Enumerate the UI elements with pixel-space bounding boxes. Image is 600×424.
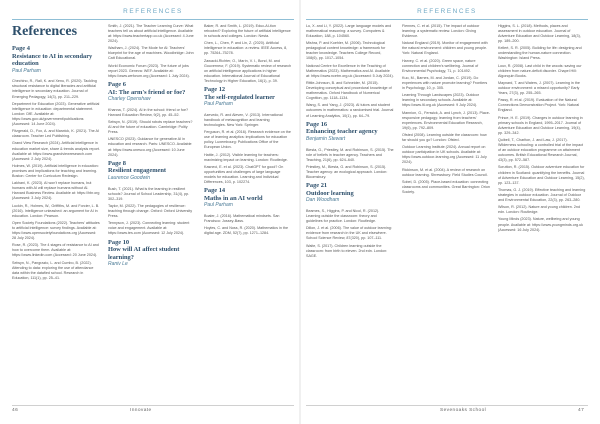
section-author: Paul Parham <box>12 67 41 74</box>
reference-entry: Lu, X. and Li, Y. (2022). Large language models and mathematical reasoning: a survey. Computers & Education, 188, p. 104560. <box>306 24 392 39</box>
reference-entry: Lakhani, K. (2023). AI won't replace humans, but humans with AI will replace humans without AI. Harvard Business Review. Available at: https://hbr.org (Accessed: 3 July 2024). <box>12 181 100 201</box>
reference-entry: Luckin, R., Holmes, W., Griffiths, M. and Forcier, L. B. (2016). Intelligence unleashed: an argument for AI in education. London: Pearson. <box>12 203 100 218</box>
reference-entry: UNESCO (2023). Guidance for generative AI in education and research. Paris: UNESCO. Available at: https://www.unesco.org (Accessed: 10 June 2024). <box>108 137 192 157</box>
reference-entry: Quibell, T., Charlton, J. and Law, J. (2017). Wilderness schooling: a controlled trial of the impact of an outdoor education programme on attainment outcomes. British Educational Research Journal, 43(3), pp. 572–587. <box>498 138 584 163</box>
reference-entry: National Centre for Excellence in the Teaching of Mathematics (2023). Mathematics and AI. Available at: https://www.ncetm.org.uk (Accessed: 5 July 2024). <box>306 63 394 78</box>
header-rule-left <box>12 19 294 20</box>
section-author: Laurence Goodwin <box>108 174 150 181</box>
column-1 <box>12 24 100 402</box>
column-3 <box>204 24 292 402</box>
reference-entry: Fitzgerald, D., Fox, A. and Marwick, K. (2021). The AI classroom. Teacher Led Publishing. <box>12 129 100 139</box>
school-name: Sevenoaks School <box>440 408 487 413</box>
running-head-left: REFERENCES <box>123 8 183 15</box>
section-page-label: Page 4 <box>12 45 30 52</box>
reference-entry: Priestley, M., Biesta, G. and Robinson, S. (2015). Teacher agency: an ecological approach. London: Bloomsbury. <box>306 164 388 179</box>
section-title: Resilient engagement <box>108 167 167 175</box>
reference-entry: Grand View Research (2024). Artificial intelligence in education market size, share & trends analysis report. Available at: https://www.grandviewresearch.com (Accessed: 2 July 2024). <box>12 141 100 161</box>
running-head-right: REFERENCES <box>417 8 477 15</box>
section-page-label: Page 6 <box>108 81 126 89</box>
reference-entry: Rose, R. (2023). The 4 stages of resistance to AI and how to overcome them. Available at: https://www.linkedin.com (Accessed: 20 June 2024). <box>12 243 99 258</box>
reference-entry: Wang, S. and Yang, J. (2023). AI tutors and student outcomes in mathematics: a randomised trial. Journal of Learning Analytics, 10(1), pp. 64–79. <box>306 103 394 118</box>
section-author: Raniv Le <box>108 261 128 268</box>
reference-entry: Taylor, M. (2022). The pedagogies of resilience: teaching through change. Oxford: Oxford University Press. <box>108 203 193 218</box>
reference-section <box>108 81 196 103</box>
section-page-label: Page 16 <box>306 120 328 128</box>
reference-entry: Beames, S., Higgins, P. and Nicol, R. (2012). Learning outside the classroom: theory and guidelines for practice. London: Routledge. <box>306 208 380 224</box>
reference-entry: Baker, R. and Smith, L. (2019). Educ-AI-tion rebooted? Exploring the future of artificial intelligence in schools and colleges. London: Nesta. <box>204 24 291 39</box>
reference-section <box>306 182 394 204</box>
column-6 <box>498 24 586 402</box>
reference-entry: Young Minds (2023). Nature, wellbeing and young people. Available at: https://www.youngminds.org.uk (Accessed: 16 July 2024). <box>498 217 583 232</box>
reference-section <box>108 160 196 182</box>
reference-entry: Mishra, P. and Koehler, M. (2006). Technological pedagogical content knowledge: a framework for teacher knowledge. Teachers College Record, 108(6), pp. 1017–1054. <box>306 41 386 61</box>
reference-entry: Hattie, J. (2012). Visible learning for teachers: maximizing impact on learning. London: Routledge. <box>204 152 288 162</box>
reference-entry: Ferguson, R. et al. (2016). Research evidence on the use of learning analytics: implications for education policy. Luxembourg: Publications Office of the European Union. <box>204 130 291 150</box>
section-title: The self-regulated learner <box>204 93 275 101</box>
footer-rule-right <box>306 405 588 406</box>
footer-rule-left <box>12 405 294 406</box>
reference-entry: Biesta, G., Priestley, M. and Robinson, S. (2015). The role of beliefs in teacher agency. Teachers and Teaching, 21(6), pp. 624–640. <box>306 147 394 162</box>
reference-entry: Maynard, T. and Waters, J. (2007). Learning in the outdoor environment: a missed opportunity? Early Years, 27(3), pp. 255–265. <box>498 81 580 96</box>
page-number-left: 46 <box>12 408 19 413</box>
section-page-label: Page 21 <box>306 182 328 190</box>
section-author: Benjamin Stewart <box>306 135 346 142</box>
section-author: Dan Woodham <box>306 197 340 204</box>
reference-entry: Tennyson, J. (2023). Connecting learning: student voice and engagement. Available at: https://www.tes.com (Accessed: 12 July 2024). <box>108 221 190 236</box>
section-page-label: Page 10 <box>108 238 130 246</box>
section-title: Enhancing teacher agency <box>306 128 378 136</box>
publication-name: Innovate <box>130 408 152 413</box>
section-author: Paul Parham <box>204 101 233 108</box>
reference-entry: Prince, H. E. (2019). Changes in outdoor learning in primary schools in England, 1995–2017. Journal of Adventure Education and Outdoor Learning, 19(4), pp. 329–342. <box>498 115 583 135</box>
reference-entry: Chechino, R., Rall, K. and Xenu, R. (2020). Tackling structural resistance to digital literacies and artificial intelligence in secondary education. Journal of Emerging Pedagogy, 14(3), pp. 211–229. <box>12 79 97 99</box>
section-page-label: Page 14 <box>204 187 226 195</box>
page-title: References <box>12 24 78 39</box>
section-author: Charley Openshaw <box>108 96 151 103</box>
reference-entry: Azevedo, R. and Aleven, V. (2013). International handbook of metacognition and learning technologies. New York: Springer. <box>204 112 283 127</box>
section-title: Maths in an AI world <box>204 194 263 202</box>
reference-entry: Rickinson, M. et al. (2004). A review of research on outdoor learning. Shrewsbury: Field Studies Council. <box>402 167 488 177</box>
reference-entry: Fiennes, C. et al. (2015). The impact of outdoor learning: a systematic review. London: Giving Evidence. <box>402 24 480 39</box>
reference-entry: Outdoor Learning Institute (2024). Annual report on outdoor participation in UK schools. Available at: https://www.outdoor-learning.org (Accessed: 11 July 2024). <box>402 145 487 165</box>
reference-entry: Open Society Foundations (2022). Teachers' attitudes to artificial intelligence: survey findings. Available at: https://www.opensocietyfoundations.org (Accessed: 28 July 2024). <box>12 220 100 240</box>
reference-entry: Selwyn, N., Pangrazio, L. and Cumbo, B. (2022). Attending to data: exploring the use of attendance data within the datafied school. Research in Education, 111(1), pp. 25–41. <box>12 260 94 280</box>
reference-entry: Kuo, M., Barnes, M. and Jordan, C. (2019). Do experiences with nature promote learning? Frontiers in Psychology, 10, p. 305. <box>402 75 488 91</box>
reference-entry: Sobel, D. (2005). Place-based education: connecting classrooms and communities. Great Barrington: Orion Society. <box>402 179 490 195</box>
reference-entry: Department for Education (2023). Generative artificial intelligence in education: departmental statement. London: DfE. Available at: https://www.gov.uk/government/publications (Accessed: 14 June 2024). <box>12 101 100 126</box>
header-rule-right <box>306 19 588 20</box>
reference-section <box>204 187 292 209</box>
reference-entry: Chen, L., Chen, P. and Lin, Z. (2020). Artificial intelligence in education: a review. IEEE Access, 8, pp. 75264–75278. <box>204 41 288 56</box>
reference-entry: Mannion, G., Fenwick, A. and Lynch, J. (2013). Place-responsive pedagogy: learning from teachers' experiences. Environmental Education Research, 19(6), pp. 792–809. <box>402 110 490 130</box>
reference-entry: Smith, J. (2021). The Teacher Learning Curve: What teachers tell us about artificial intelligence. Available at: https://www.teachertapp.co.uk (Accessed: 4 June 2024). <box>108 24 194 44</box>
section-author: Paul Parham <box>204 202 233 209</box>
reference-entry: Scrutton, R. (2015). Outdoor adventure education for children in Scotland: quantifying the benefits. Journal of Adventure Education and Outdoor Learning, 15(2), pp. 123–137. <box>498 165 585 185</box>
reference-entry: Natural England (2019). Monitor of engagement with the natural environment: children and young people. York: Natural England. <box>402 41 488 56</box>
reference-entry: Wadham, J. (2024). The Mode for AI: Teachers' blueprint for the age of machines. Woodbridge: John Catt Educational. <box>108 46 194 61</box>
reference-entry: Kellert, S. R. (2005). Building for life: designing and understanding the human-nature connection. Washington: Island Press. <box>498 46 582 61</box>
section-title: How will AI affect student learning? <box>108 246 180 261</box>
reference-entry: Harvey, C. et al. (2020). Green space, nature connection and children's wellbeing. Journal of Environmental Psychology, 71, p. 101492. <box>402 58 479 73</box>
reference-entry: Learning Through Landscapes (2023). Outdoor learning in secondary schools. Available at: https://www.ltl.org.uk (Accessed: 9 July 2024). <box>402 93 480 108</box>
reference-entry: Louv, R. (2008). Last child in the woods: saving our children from nature-deficit disorder. Chapel Hill: Algonquin Books. <box>498 63 582 78</box>
reference-entry: Zawacki-Richter, O., Marín, V. I., Bond, M. and Gouverneur, F. (2019). Systematic review of research on artificial intelligence applications in higher education. International Journal of Educational Technology in Higher Education, 16(1), p. 39. <box>204 58 292 83</box>
section-title: AI: The arm's friend or foe? <box>108 88 186 96</box>
reference-entry: Kasneci, E. et al. (2023). ChatGPT for good? On opportunities and challenges of large language models for education. Learning and Individual Differences, 103, p. 102274. <box>204 164 284 184</box>
reference-entry: Thomas, G. J. (2019). Effective teaching and learning strategies in outdoor education. Journal of Outdoor and Environmental Education, 22(3), pp. 263–280. <box>498 187 586 202</box>
column-4 <box>306 24 394 402</box>
reference-section <box>12 45 100 74</box>
section-title: Resistance to AI in secondary education <box>12 52 93 68</box>
reference-section <box>204 86 292 108</box>
page-gutter <box>299 0 301 424</box>
reference-section <box>108 239 196 268</box>
reference-entry: World Economic Forum (2023). The future of jobs report 2023. Geneva: WEF. Available at: https://www.weforum.org (Accessed: 1 July 2024). <box>108 63 190 78</box>
reference-entry: Dillon, J. et al. (2006). The value of outdoor learning: evidence from research in the UK and elsewhere. School Science Review, 87(320), pp. 107–111. <box>306 226 392 241</box>
reference-entry: Rittle-Johnson, B. and Schneider, M. (2015). Developing conceptual and procedural knowledge of mathematics. Oxford Handbook of Numerical Cognition, pp. 1118–1134. <box>306 81 392 101</box>
reference-entry: Selwyn, N. (2019). Should robots replace teachers? AI and the future of education. Cambridge: Polity Press. <box>108 120 193 135</box>
reference-entry: Ofsted (2008). Learning outside the classroom: how far should you go? London: Ofsted. <box>402 133 487 143</box>
reference-entry: Bush, T. (2021). What is the learning in resilient schools? Journal of School Leadership, 31(4), pp. 302–319. <box>108 186 190 201</box>
reference-entry: Khanna, T. (2024). AI in the school: friend or foe? Harvard Education Review, 9(2), pp. 45–52. <box>108 107 189 117</box>
section-page-label: Page 8 <box>108 159 126 167</box>
reference-entry: Waite, S. (2017). Children learning outside the classroom: from birth to eleven. 2nd edn. London: SAGE. <box>306 243 388 258</box>
reference-entry: Hoyles, C. and Noss, R. (2020). Mathematics in the digital age. ZDM, 52(7), pp. 1271–1284. <box>204 226 289 236</box>
page-number-right: 47 <box>578 408 585 413</box>
reference-entry: Wilson, R. (2012). Nature and young children. 2nd edn. London: Routledge. <box>498 205 580 215</box>
reference-entry: Boaler, J. (2016). Mathematical mindsets. San Francisco: Jossey-Bass. <box>204 214 280 224</box>
reference-section <box>306 121 394 143</box>
reference-entry: Passy, R. et al. (2019). Evaluation of the Natural Connections Demonstration Project. York: Natural England. <box>498 98 580 113</box>
section-title: Outdoor learning <box>306 189 354 197</box>
column-5 <box>402 24 490 402</box>
reference-entry: Holmes, W. (2019). Artificial intelligence in education: promises and implications for teaching and learning. Boston: Center for Curriculum Redesign. <box>12 163 99 178</box>
section-page-label: Page 12 <box>204 86 226 94</box>
column-2 <box>108 24 196 402</box>
reference-entry: Higgins, S. L. (2018). Methods, places and assessment in outdoor education. Journal of Adventure Education and Outdoor Learning, 18(3), pp. 189–200. <box>498 24 581 44</box>
